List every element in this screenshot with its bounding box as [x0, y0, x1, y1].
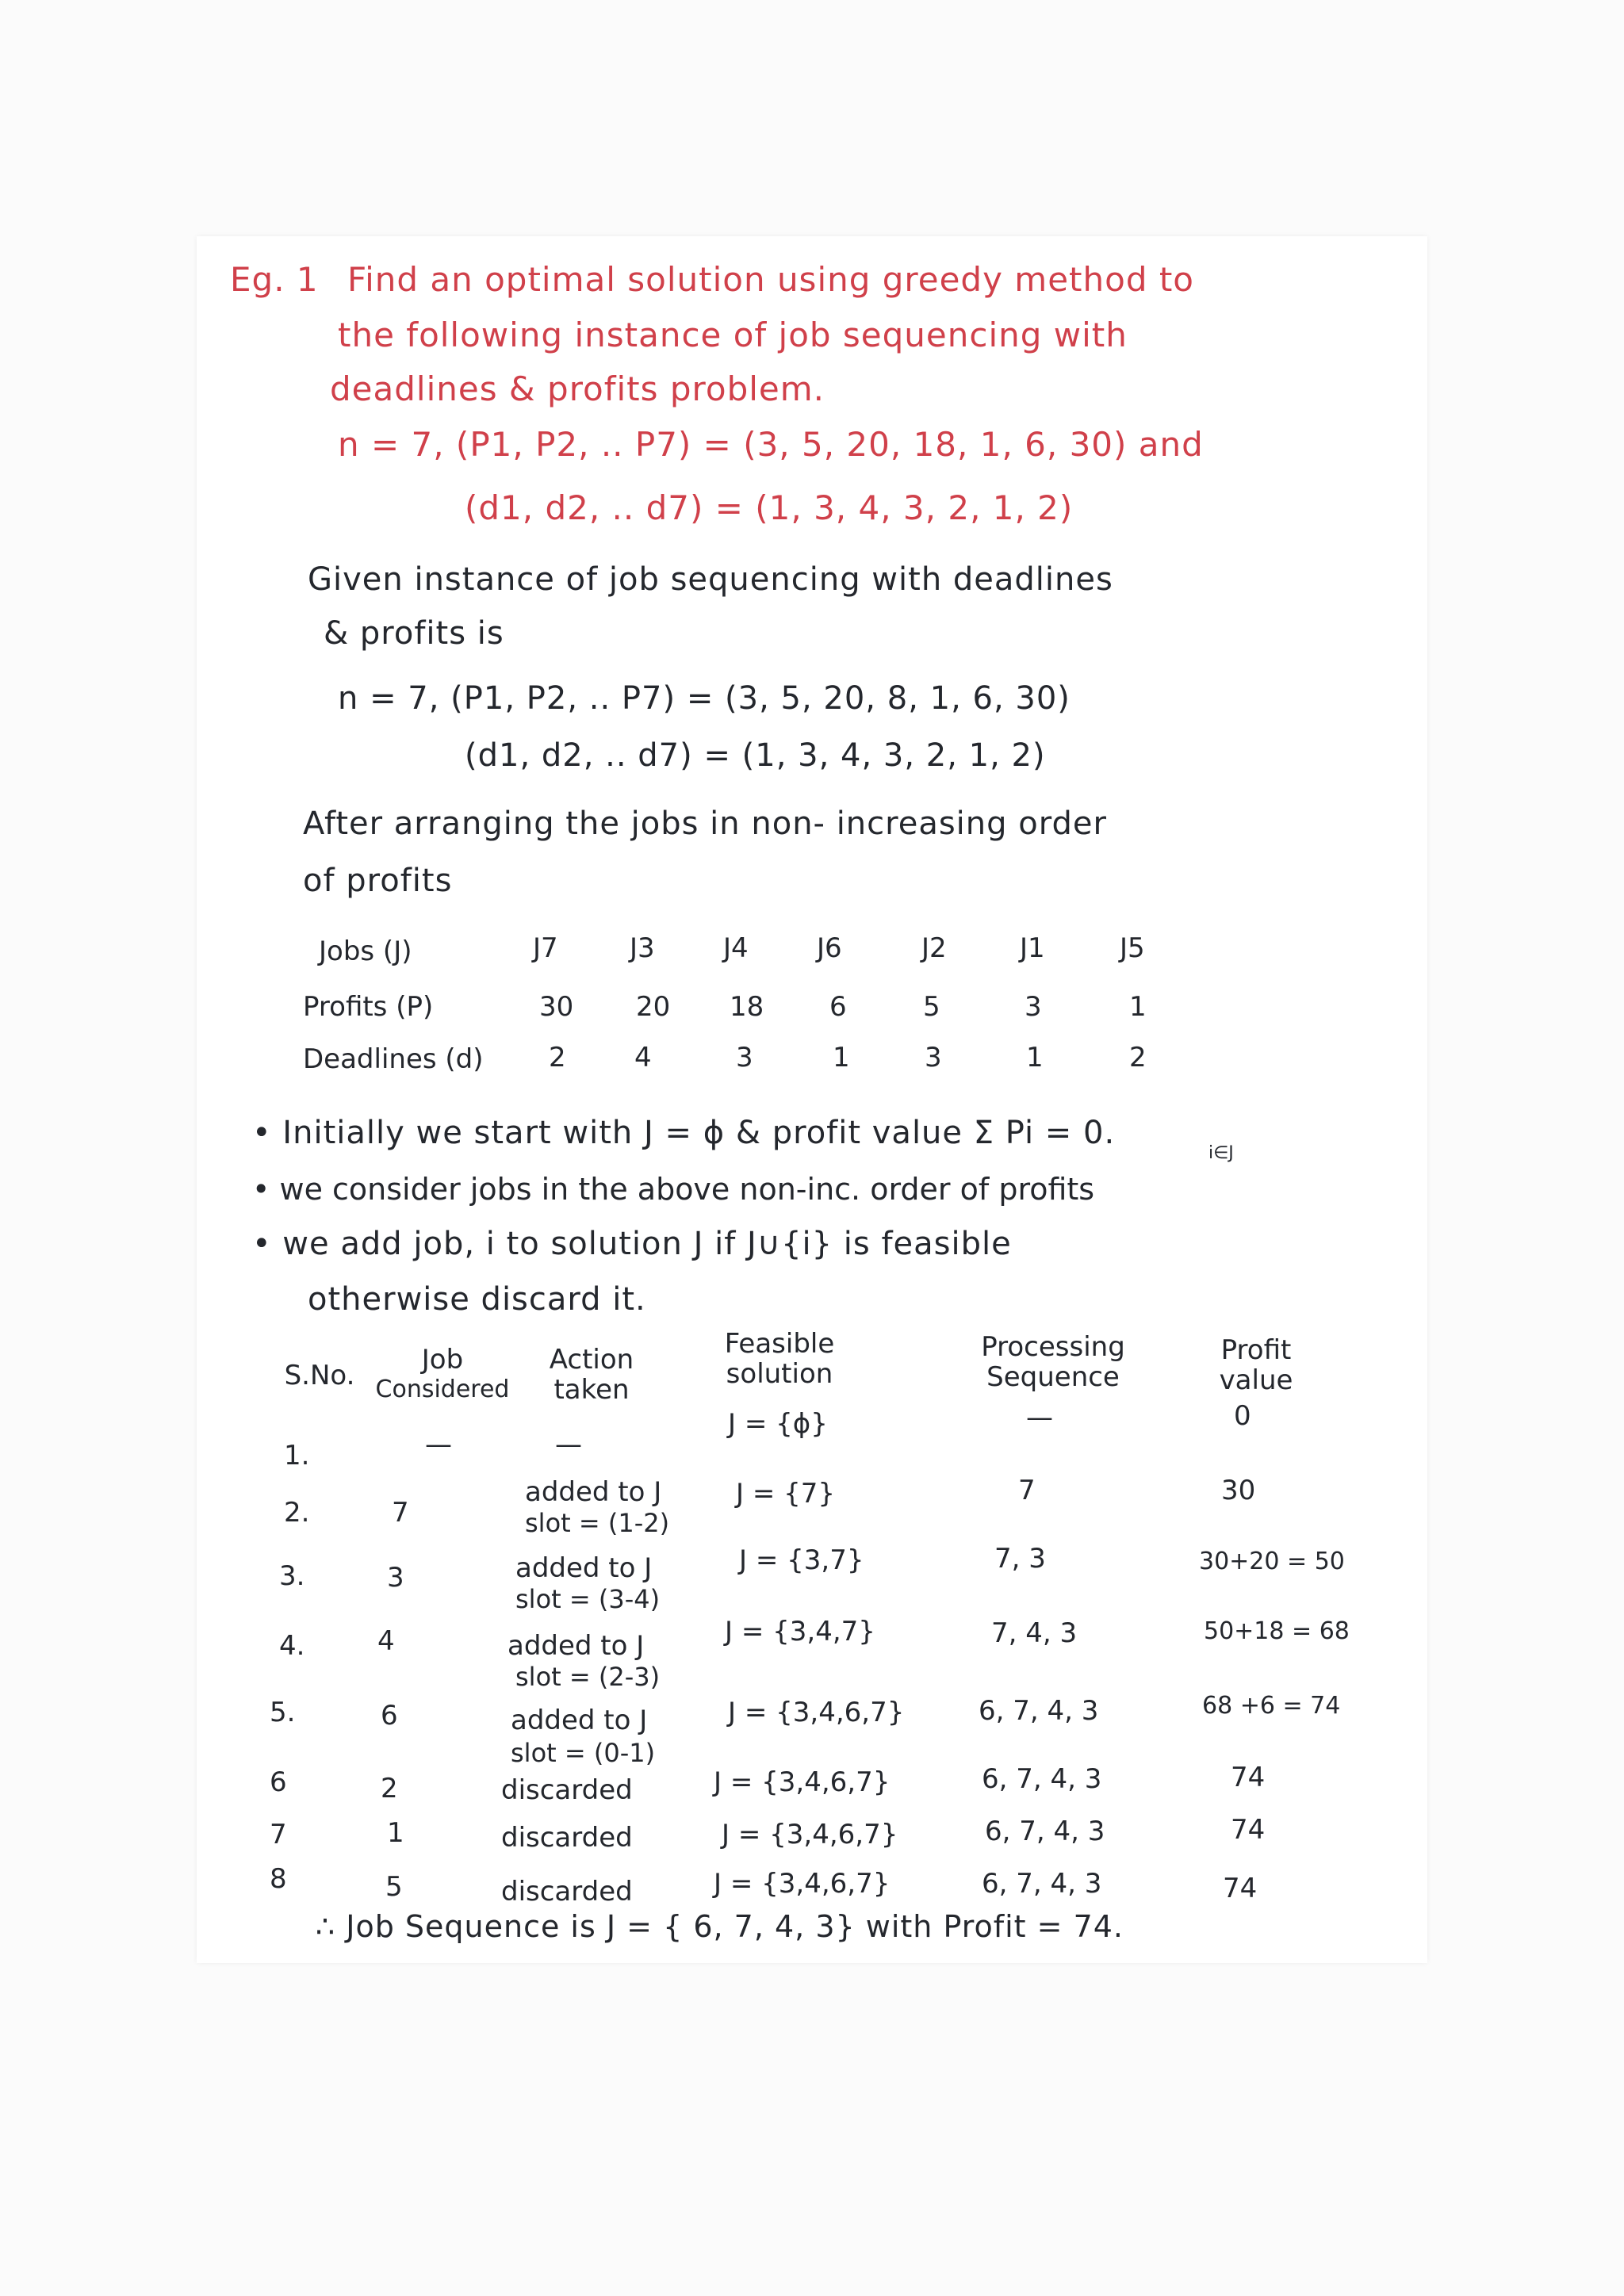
- row-job: 2: [381, 1773, 398, 1804]
- given-line: of profits: [303, 863, 453, 899]
- row-label-jobs: Jobs (J): [319, 936, 412, 967]
- header-job-line: Considered: [375, 1376, 510, 1403]
- row-feasible: J = {ϕ}: [728, 1408, 828, 1440]
- header-action: [512, 1345, 671, 1405]
- row-sno: 8: [270, 1863, 287, 1895]
- job-cell: J5: [1120, 932, 1145, 964]
- row-processing: 6, 7, 4, 3: [982, 1763, 1102, 1795]
- row-profit: 50+18 = 68: [1204, 1617, 1350, 1645]
- given-line: & profits is: [324, 615, 504, 652]
- row-feasible: J = {3,4,6,7}: [714, 1766, 891, 1798]
- row-label-profits: Profits (P): [303, 991, 434, 1023]
- row-profit: 30+20 = 50: [1199, 1548, 1345, 1575]
- row-sno: 4.: [279, 1630, 305, 1662]
- conclusion: ∴ Job Sequence is J = { 6, 7, 4, 3} with Profit = 74.: [316, 1909, 1124, 1944]
- profit-cell: 3: [1025, 991, 1042, 1023]
- note-bullet: • Initially we start with J = ϕ & profit value Σ Pi = 0.: [252, 1115, 1116, 1151]
- row-feasible: J = {7}: [736, 1478, 836, 1510]
- job-cell: J1: [1020, 932, 1045, 964]
- profit-cell: 20: [636, 991, 671, 1023]
- row-action: discarded: [501, 1822, 633, 1854]
- row-sno: 6: [270, 1766, 287, 1798]
- deadline-cell: 1: [833, 1042, 850, 1073]
- header-processing-line: Processing: [981, 1331, 1125, 1363]
- given-line: (d1, d2, .. d7) = (1, 3, 4, 3, 2, 1, 2): [465, 737, 1046, 774]
- row-processing: 6, 7, 4, 3: [979, 1695, 1099, 1727]
- header-feasible-line: Feasible: [724, 1328, 835, 1360]
- deadline-cell: 4: [634, 1042, 652, 1073]
- row-feasible: J = {3,4,6,7}: [722, 1819, 898, 1850]
- given-line: After arranging the jobs in non- increasing order: [303, 806, 1107, 842]
- row-job: —: [425, 1429, 452, 1460]
- job-cell: J7: [533, 932, 558, 964]
- row-processing: 7, 4, 3: [991, 1617, 1078, 1649]
- row-sno: 2.: [284, 1497, 310, 1529]
- sum-subscript: i∈J: [1208, 1143, 1234, 1163]
- header-processing-line: Sequence: [986, 1361, 1120, 1393]
- job-cell: J4: [723, 932, 749, 964]
- note-bullet: • we add job, i to solution J if J∪{i} is feasible: [252, 1226, 1012, 1262]
- job-cell: J3: [630, 932, 655, 964]
- row-profit: 0: [1234, 1400, 1251, 1432]
- notebook-page: [197, 236, 1427, 1963]
- question-line: the following instance of job sequencing with: [338, 316, 1128, 354]
- row-job: 3: [387, 1562, 404, 1594]
- row-sno: 3.: [279, 1560, 305, 1592]
- question-line: n = 7, (P1, P2, .. P7) = (3, 5, 20, 18, 1, 6, 30) and: [338, 425, 1204, 464]
- row-processing: 6, 7, 4, 3: [982, 1868, 1102, 1900]
- header-profit-line: value: [1219, 1364, 1293, 1396]
- row-job: 7: [392, 1497, 409, 1529]
- profit-cell: 6: [829, 991, 847, 1023]
- deadline-cell: 2: [1129, 1042, 1147, 1073]
- row-slot: slot = (0-1): [511, 1738, 656, 1768]
- row-action: discarded: [501, 1774, 633, 1806]
- row-sno: 5.: [270, 1697, 296, 1728]
- row-label-deadlines: Deadlines (d): [303, 1043, 484, 1075]
- header-job-line: Job: [421, 1344, 464, 1376]
- row-processing: 7: [1018, 1475, 1036, 1506]
- row-sno: 1.: [284, 1440, 310, 1471]
- row-action: added to J: [511, 1705, 648, 1736]
- row-profit: 74: [1223, 1873, 1258, 1904]
- header-action-line: taken: [553, 1374, 630, 1406]
- row-action: discarded: [501, 1876, 633, 1908]
- profit-cell: 30: [539, 991, 574, 1023]
- job-cell: J6: [817, 932, 842, 964]
- row-slot: slot = (3-4): [515, 1584, 661, 1614]
- row-profit: 74: [1231, 1814, 1266, 1846]
- question-line: Find an optimal solution using greedy method to: [347, 260, 1195, 299]
- row-sno: 7: [270, 1819, 287, 1850]
- row-profit: 68 +6 = 74: [1202, 1692, 1341, 1720]
- profit-cell: 18: [730, 991, 764, 1023]
- deadline-cell: 2: [549, 1042, 566, 1073]
- row-job: 5: [385, 1871, 403, 1903]
- profit-cell: 1: [1129, 991, 1147, 1023]
- row-processing: 7, 3: [994, 1543, 1046, 1575]
- given-line: n = 7, (P1, P2, .. P7) = (3, 5, 20, 8, 1, 6, 30): [338, 680, 1071, 717]
- row-slot: slot = (1-2): [525, 1508, 670, 1538]
- row-action: —: [555, 1429, 582, 1460]
- row-processing: —: [1026, 1402, 1053, 1433]
- row-feasible: J = {3,4,7}: [725, 1616, 875, 1647]
- header-job: [363, 1345, 522, 1405]
- note-continuation: otherwise discard it.: [308, 1281, 646, 1318]
- header-action-line: Action: [549, 1344, 634, 1376]
- row-action: added to J: [508, 1630, 645, 1662]
- header-profit-line: Profit: [1220, 1334, 1292, 1366]
- header-feasible-line: solution: [726, 1358, 833, 1390]
- row-slot: slot = (2-3): [515, 1662, 661, 1692]
- row-feasible: J = {3,4,6,7}: [728, 1697, 905, 1728]
- row-job: 4: [377, 1625, 395, 1657]
- deadline-cell: 1: [1026, 1042, 1044, 1073]
- note-bullet: • we consider jobs in the above non-inc. order of profits: [252, 1172, 1095, 1207]
- header-profit: [1193, 1335, 1320, 1395]
- profit-cell: 5: [923, 991, 940, 1023]
- job-cell: J2: [921, 932, 947, 964]
- question-line: (d1, d2, .. d7) = (1, 3, 4, 3, 2, 1, 2): [465, 488, 1074, 527]
- question-line: deadlines & profits problem.: [330, 369, 825, 408]
- row-action: added to J: [515, 1552, 653, 1584]
- row-job: 1: [387, 1817, 404, 1849]
- row-profit: 74: [1231, 1762, 1266, 1793]
- header-feasible: [704, 1329, 855, 1389]
- row-profit: 30: [1221, 1475, 1256, 1506]
- question-label: Eg. 1: [230, 260, 319, 299]
- deadline-cell: 3: [925, 1042, 942, 1073]
- row-feasible: J = {3,4,6,7}: [714, 1868, 891, 1900]
- given-line: Given instance of job sequencing with deadlines: [308, 561, 1113, 598]
- header-sno: S.No.: [284, 1360, 355, 1391]
- header-processing: [958, 1332, 1148, 1392]
- row-action: added to J: [525, 1476, 662, 1508]
- deadline-cell: 3: [736, 1042, 753, 1073]
- row-feasible: J = {3,7}: [739, 1544, 864, 1576]
- row-job: 6: [381, 1700, 398, 1732]
- row-processing: 6, 7, 4, 3: [985, 1816, 1105, 1847]
